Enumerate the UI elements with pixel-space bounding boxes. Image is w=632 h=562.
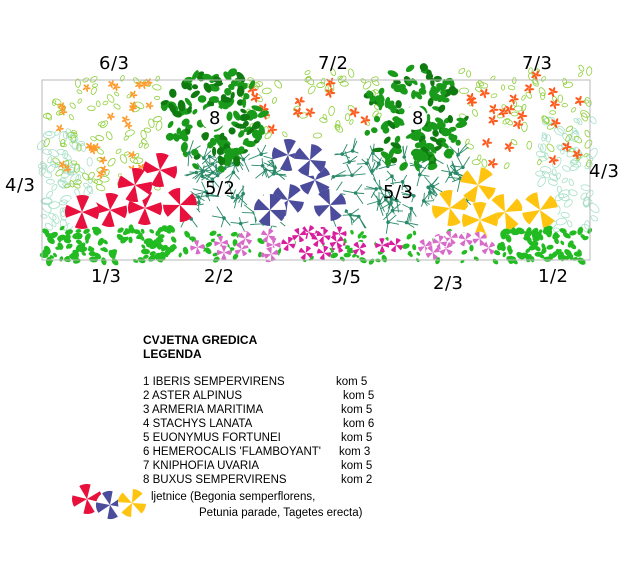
- legend-item-name: 8 BUXUS SEMPERVIRENS: [143, 474, 287, 486]
- label-inner-5-3: 5/3: [383, 182, 414, 203]
- kniphofia-flower: [574, 95, 584, 106]
- legend-item-qty: kom 3: [339, 446, 371, 458]
- kniphofia-flower: [479, 88, 489, 98]
- armeria-flower: [292, 228, 306, 242]
- kniphofia-flower: [517, 111, 527, 122]
- legend-item-qty: kom 5: [343, 390, 375, 402]
- legend-item-qty: kom 6: [343, 418, 375, 430]
- legend-item-qty: kom 5: [336, 376, 368, 388]
- label-top-7-2: 7/2: [318, 53, 349, 74]
- label-top-6-3: 6/3: [99, 53, 130, 74]
- kniphofia-flower: [488, 115, 498, 126]
- hemerocalis-flower: [107, 112, 115, 120]
- armeria-flower: [299, 246, 313, 260]
- legend-item-name: 4 STACHYS LANATA: [143, 418, 253, 430]
- armeria-flower: [375, 238, 389, 252]
- petunia-flower: [314, 189, 346, 221]
- petunia-flower: [294, 144, 326, 176]
- kniphofia-flower: [294, 96, 304, 106]
- kniphofia-flower: [489, 104, 499, 115]
- kniphofia-flower: [509, 94, 519, 105]
- hemerocalis-flower: [122, 115, 130, 124]
- annuals-legend-swatch: [70, 483, 160, 523]
- kniphofia-flower: [498, 107, 508, 118]
- label-left-4-3: 4/3: [5, 175, 36, 196]
- label-bottom-1-3: 1/3: [91, 266, 122, 287]
- tagetes-flower: [522, 192, 558, 228]
- aster-flower: [264, 247, 278, 261]
- kniphofia-flower: [360, 115, 370, 125]
- label-buxus-right: 8: [412, 108, 424, 129]
- legend-item-name: 7 KNIPHOFIA UVARIA: [143, 460, 260, 472]
- legend-item-name: 3 ARMERIA MARITIMA: [143, 404, 264, 416]
- annuals-note-line2: Petunia parade, Tagetes erecta): [199, 507, 363, 519]
- legend-item-qty: kom 5: [341, 404, 373, 416]
- legend-item-qty: kom 2: [341, 474, 373, 486]
- label-bottom-2-2: 2/2: [204, 266, 235, 287]
- tagetes-swatch: [118, 489, 146, 517]
- kniphofia-flower: [482, 138, 492, 148]
- kniphofia-flower: [548, 87, 558, 98]
- hemerocalis-flower: [82, 84, 90, 92]
- legend-item-name: 1 IBERIS SEMPERVIRENS: [143, 376, 285, 388]
- legend-item-qty: kom 5: [341, 460, 373, 472]
- armeria-flower: [281, 237, 295, 251]
- aster-flower: [261, 229, 275, 243]
- aster-flower: [473, 232, 487, 246]
- legend-item-name: 5 EUONYMUS FORTUNEI: [143, 432, 281, 444]
- label-bottom-3-5: 3/5: [331, 267, 362, 288]
- label-bottom-1-2: 1/2: [538, 266, 569, 287]
- hemerocalis-flower: [145, 101, 153, 109]
- kniphofia-flower: [548, 155, 558, 166]
- legend-item-name: 2 ASTER ALPINUS: [143, 390, 243, 402]
- aster-flower: [190, 240, 204, 254]
- armeria-flower: [317, 246, 331, 260]
- legend-item-name: 6 HEMEROCALIS 'FLAMBOYANT': [143, 446, 321, 458]
- aster-flower: [217, 246, 231, 260]
- armeria-flower: [389, 238, 403, 252]
- annuals-note-line1: ljetnice (Begonia semperflorens,: [151, 491, 316, 503]
- label-inner-5-2: 5/2: [205, 178, 236, 199]
- aster-flower: [238, 232, 252, 246]
- label-right-4-3: 4/3: [589, 161, 620, 182]
- label-top-7-3: 7/3: [522, 53, 553, 74]
- label-bottom-2-3: 2/3: [433, 273, 464, 294]
- aster-flower: [459, 233, 473, 247]
- legend-subtitle: LEGENDA: [143, 347, 202, 361]
- label-buxus-left: 8: [209, 108, 221, 129]
- armeria-flower: [317, 229, 331, 243]
- legend-title: CVJETNA GREDICA: [143, 333, 258, 347]
- begonia-flower: [118, 168, 152, 202]
- annual-flowers-layer: [39, 139, 593, 267]
- begonia-flower: [65, 195, 99, 229]
- petunia-flower: [254, 194, 286, 226]
- armeria-flower: [353, 242, 367, 256]
- legend-item-qty: kom 5: [341, 432, 373, 444]
- kniphofia-flower: [487, 158, 497, 169]
- kniphofia-flower: [293, 107, 303, 118]
- tagetes-flower: [460, 167, 496, 203]
- begonia-flower: [163, 188, 197, 222]
- armeria-flower: [330, 235, 344, 249]
- aster-flower: [426, 246, 440, 260]
